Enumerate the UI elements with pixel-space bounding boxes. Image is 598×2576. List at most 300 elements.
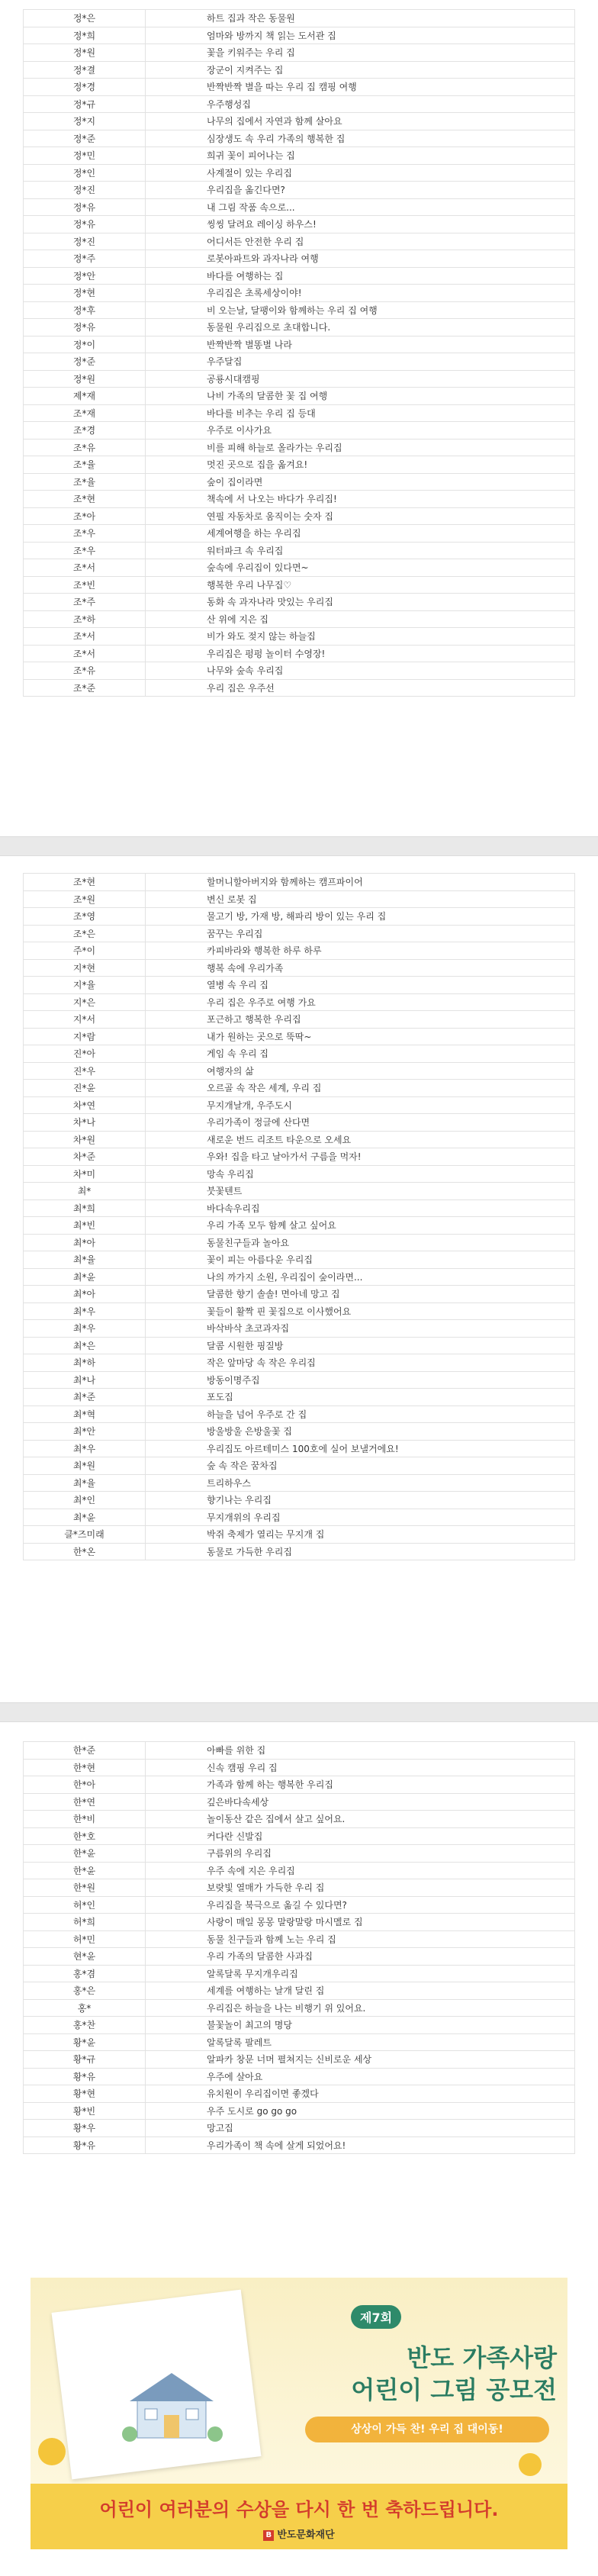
artwork-title: 비 오는날, 달팽이와 함께하는 우리 집 여행: [146, 301, 575, 319]
artwork-title: 보랏빛 열매가 가득한 우리 집: [146, 1879, 575, 1897]
winner-name: 최*아: [24, 1286, 146, 1303]
artwork-title: 나무의 집에서 자연과 함께 살아요: [146, 113, 575, 130]
winner-name: 정*유: [24, 319, 146, 336]
table-row: [24, 1440, 575, 1457]
table-row: [24, 27, 575, 44]
winner-name: 차*원: [24, 1131, 146, 1148]
artwork-title: 엄마와 방까지 책 읽는 도서관 집: [146, 27, 575, 44]
artwork-title: 카피바라와 행복한 하루 하루: [146, 942, 575, 960]
table-row: [24, 1354, 575, 1372]
section-divider: [0, 1702, 598, 1722]
winners-table-1: [23, 9, 575, 697]
artwork-title: 포도집: [146, 1389, 575, 1406]
winner-name: 최*우: [24, 1320, 146, 1338]
artwork-title: 바다를 여행하는 집: [146, 267, 575, 285]
winner-name: 최*준: [24, 1389, 146, 1406]
table-row: [24, 336, 575, 353]
winner-name: 조*서: [24, 645, 146, 662]
artwork-title: 우리가족이 정글에 산다면: [146, 1114, 575, 1132]
artwork-title: 가족과 함께 하는 행복한 우리집: [146, 1776, 575, 1794]
winner-name: 조*빈: [24, 576, 146, 594]
artwork-title: 씽씽 달려요 레이싱 하우스!: [146, 216, 575, 233]
table-row: [24, 388, 575, 405]
table-row: [24, 1492, 575, 1509]
artwork-title: 우리집은 초록세상이야!: [146, 285, 575, 302]
artwork-title: 여행자의 삶: [146, 1062, 575, 1080]
table-row: [24, 130, 575, 147]
table-row: [24, 890, 575, 908]
artwork-title: 달콤 시원한 핑질방: [146, 1337, 575, 1354]
winner-name: 허*민: [24, 1930, 146, 1948]
winner-name: 정*유: [24, 198, 146, 216]
table-row: [24, 679, 575, 697]
winner-name: 차*미: [24, 1165, 146, 1183]
table-row: [24, 628, 575, 646]
table-row: [24, 1302, 575, 1320]
artwork-title: 우리 집은 우주로 여행 가요: [146, 993, 575, 1011]
table-row: [24, 959, 575, 977]
table-row: [24, 1199, 575, 1217]
foundation-logo-icon: B: [263, 2530, 274, 2541]
artwork-title: 행복한 우리 나무집♡: [146, 576, 575, 594]
table-row: [24, 1845, 575, 1863]
winners-table-3: [23, 1741, 575, 2154]
artwork-title: 우리 가족의 달콤한 사과집: [146, 1948, 575, 1966]
artwork-title: 신속 캠핑 우리 집: [146, 1759, 575, 1776]
artwork-title: 내 그림 작품 속으로...: [146, 198, 575, 216]
artwork-title: 방동이명주집: [146, 1371, 575, 1389]
table-row: [24, 542, 575, 559]
table-row: [24, 2068, 575, 2085]
table-row: [24, 1320, 575, 1338]
winner-name: 한*연: [24, 1793, 146, 1811]
winner-name: 한*현: [24, 1759, 146, 1776]
artwork-title: 반짝반짝 별을 따는 우리 집 캠핑 여행: [146, 79, 575, 96]
artwork-title: 사계절이 있는 우리집: [146, 164, 575, 182]
winner-name: 지*현: [24, 959, 146, 977]
artwork-title: 내가 원하는 곳으로 뚝딱~: [146, 1028, 575, 1045]
winner-name: 황*규: [24, 2051, 146, 2069]
table-row: [24, 1930, 575, 1948]
table-row: [24, 1423, 575, 1441]
artwork-title: 동물친구들과 놀아요: [146, 1234, 575, 1251]
artwork-title: 우주달집: [146, 353, 575, 371]
artwork-title: 숲속에 우리집이 있다면~: [146, 559, 575, 577]
winner-name: 허*인: [24, 1896, 146, 1914]
winner-name: 한*온: [24, 1543, 146, 1560]
table-row: [24, 525, 575, 543]
table-row: [24, 645, 575, 662]
table-row: [24, 1509, 575, 1526]
table-row: [24, 1759, 575, 1776]
artwork-title: 꽃들이 활짝 핀 꽃집으로 이사했어요: [146, 1302, 575, 1320]
winner-name: 조*재: [24, 404, 146, 422]
artwork-title: 트리하우스: [146, 1474, 575, 1492]
winner-name: 제*재: [24, 388, 146, 405]
table-row: [24, 1183, 575, 1200]
winner-name: 최*안: [24, 1423, 146, 1441]
winner-name: 현*윤: [24, 1948, 146, 1966]
table-row: [24, 95, 575, 113]
artwork-title: 동물로 가득한 우리집: [146, 1543, 575, 1560]
section-divider: [0, 836, 598, 856]
artwork-title: 열병 속 우리 집: [146, 977, 575, 994]
winner-name: 조*준: [24, 679, 146, 697]
winner-name: 조*우: [24, 542, 146, 559]
artwork-title: 세계여행을 하는 우리집: [146, 525, 575, 543]
winner-name: 조*율: [24, 456, 146, 474]
winner-name: 황*유: [24, 2136, 146, 2154]
contest-banner: [31, 2278, 567, 2549]
table-row: [24, 2120, 575, 2137]
winner-name: 황*우: [24, 2120, 146, 2137]
table-row: [24, 1217, 575, 1235]
table-row: [24, 182, 575, 199]
winner-name: 황*윤: [24, 2033, 146, 2051]
table-row: [24, 473, 575, 491]
table-row: [24, 1080, 575, 1097]
artwork-title: 꽃을 키워주는 우리 집: [146, 44, 575, 62]
winner-name: 조*은: [24, 925, 146, 942]
winner-name: 홍*찬: [24, 2017, 146, 2034]
winner-name: 한*원: [24, 1879, 146, 1897]
table-row: [24, 942, 575, 960]
artwork-title: 장군이 지켜주는 집: [146, 61, 575, 79]
artwork-title: 책속에 서 나오는 바다가 우리집!: [146, 491, 575, 508]
artwork-title: 알록달록 팔레트: [146, 2033, 575, 2051]
table-row: [24, 422, 575, 440]
artwork-title: 동물원 우리집으로 초대합니다.: [146, 319, 575, 336]
table-row: [24, 1914, 575, 1931]
winner-name: 차*준: [24, 1148, 146, 1166]
artwork-title: 행복 속에 우리가족: [146, 959, 575, 977]
winner-name: 최*나: [24, 1371, 146, 1389]
table-row: [24, 79, 575, 96]
artwork-title: 꿈꾸는 우리집: [146, 925, 575, 942]
organization-name: 반도문화재단: [277, 2529, 335, 2541]
table-row: [24, 198, 575, 216]
table-row: [24, 164, 575, 182]
artwork-title: 어디서든 안전한 우리 집: [146, 233, 575, 250]
artwork-title: 우리집을 옮긴다면?: [146, 182, 575, 199]
winner-name: 조*율: [24, 473, 146, 491]
winner-name: 정*이: [24, 336, 146, 353]
artwork-title: 유치원이 우리집이면 좋겠다: [146, 2085, 575, 2103]
winner-name: 정*민: [24, 147, 146, 165]
artwork-title: 우리 집은 우주선: [146, 679, 575, 697]
table-row: [24, 1096, 575, 1114]
winner-name: 조*서: [24, 559, 146, 577]
winner-name: 정*준: [24, 130, 146, 147]
table-row: [24, 319, 575, 336]
table-row: [24, 1028, 575, 1045]
table-row: [24, 1982, 575, 2000]
banner-title-line2: 어린이 그림 공모전: [351, 2375, 557, 2404]
table-row: [24, 1965, 575, 1982]
winner-name: 최*혁: [24, 1406, 146, 1423]
artwork-title: 놀이동산 같은 집에서 살고 싶어요.: [146, 1811, 575, 1828]
table-row: [24, 1406, 575, 1423]
artwork-title: 망속 우리집: [146, 1165, 575, 1183]
artwork-title: 바다속우리집: [146, 1199, 575, 1217]
winner-name: 정*현: [24, 285, 146, 302]
winner-name: 조*하: [24, 610, 146, 628]
table-row: [24, 113, 575, 130]
winner-name: 한*윤: [24, 1845, 146, 1863]
table-row: [24, 610, 575, 628]
table-row: [24, 491, 575, 508]
table-row: [24, 1371, 575, 1389]
table-row: [24, 301, 575, 319]
winner-name: 조*주: [24, 594, 146, 611]
table-row: [24, 10, 575, 27]
artwork-title: 게임 속 우리 집: [146, 1045, 575, 1063]
artwork-title: 반짝반짝 별똥별 나라: [146, 336, 575, 353]
organization-label: [31, 2526, 567, 2541]
winner-name: 최*우: [24, 1302, 146, 1320]
table-row: [24, 1811, 575, 1828]
table-row: [24, 1114, 575, 1132]
flower-decoration-icon: [519, 2453, 542, 2476]
table-row: [24, 1948, 575, 1966]
artwork-title: 망고집: [146, 2120, 575, 2137]
table-row: [24, 439, 575, 456]
artwork-title: 새로운 번드 리조트 타운으로 오세요: [146, 1131, 575, 1148]
table-row: [24, 1337, 575, 1354]
table-row: [24, 1793, 575, 1811]
winner-name: 홍*: [24, 1999, 146, 2017]
table-row: [24, 594, 575, 611]
artwork-title: 바다를 비추는 우리 집 등대: [146, 404, 575, 422]
winner-name: 조*우: [24, 525, 146, 543]
artwork-title: 아빠를 위한 집: [146, 1742, 575, 1760]
artwork-title: 하늘을 넘어 우주로 간 집: [146, 1406, 575, 1423]
artwork-title: 구름위의 우리집: [146, 1845, 575, 1863]
winner-name: 정*유: [24, 216, 146, 233]
winner-name: 조*현: [24, 491, 146, 508]
winner-name: 정*희: [24, 27, 146, 44]
winner-name: 한*윤: [24, 1862, 146, 1879]
table-row: [24, 2051, 575, 2069]
table-row: [24, 1389, 575, 1406]
table-row: [24, 2102, 575, 2120]
winners-table-2: [23, 873, 575, 1560]
winner-name: 클*즈미래: [24, 1526, 146, 1544]
winner-name: 지*율: [24, 977, 146, 994]
flower-decoration-icon: [38, 2438, 66, 2465]
table-row: [24, 1131, 575, 1148]
artwork-title: 무지개날개, 우주도시: [146, 1096, 575, 1114]
table-row: [24, 1526, 575, 1544]
table-row: [24, 370, 575, 388]
winner-name: 정*지: [24, 113, 146, 130]
table-row: [24, 2017, 575, 2034]
artwork-title: 작은 앞마당 속 작은 우리집: [146, 1354, 575, 1372]
winner-name: 지*람: [24, 1028, 146, 1045]
table-row: [24, 507, 575, 525]
artwork-title: 우와! 집을 타고 날아가서 구름을 먹자!: [146, 1148, 575, 1166]
winner-name: 진*아: [24, 1045, 146, 1063]
table-row: [24, 1862, 575, 1879]
table-row: [24, 233, 575, 250]
winner-name: 지*서: [24, 1011, 146, 1029]
winner-name: 정*진: [24, 182, 146, 199]
winner-name: 정*경: [24, 79, 146, 96]
artwork-title: 동물 친구들과 함께 노는 우리 집: [146, 1930, 575, 1948]
artwork-title: 숲 속 작은 꿈차집: [146, 1457, 575, 1475]
artwork-title: 비를 피해 하늘로 올라가는 우리집: [146, 439, 575, 456]
artwork-title: 포근하고 행복한 우리집: [146, 1011, 575, 1029]
artwork-title: 물고기 방, 가재 방, 해파리 방이 있는 우리 집: [146, 908, 575, 926]
artwork-title: 우주에 살아요: [146, 2068, 575, 2085]
table-row: [24, 1742, 575, 1760]
table-row: [24, 1879, 575, 1897]
artwork-title: 변신 로봇 집: [146, 890, 575, 908]
artwork-title: 우리집은 하늘을 나는 비행기 위 있어요.: [146, 1999, 575, 2017]
artwork-title: 불꽃놀이 최고의 명당: [146, 2017, 575, 2034]
table-row: [24, 285, 575, 302]
winner-name: 조*아: [24, 507, 146, 525]
artwork-title: 우리가족이 책 속에 살게 되었어요!: [146, 2136, 575, 2154]
winner-name: 조*경: [24, 422, 146, 440]
artwork-title: 방울방울 은방울꽃 집: [146, 1423, 575, 1441]
winner-name: 조*서: [24, 628, 146, 646]
artwork-title: 붓꽃텐트: [146, 1183, 575, 1200]
table-row: [24, 353, 575, 371]
artwork-title: 커다란 신발집: [146, 1827, 575, 1845]
artwork-title: 하트 집과 작은 동물원: [146, 10, 575, 27]
winner-name: 최*원: [24, 1457, 146, 1475]
banner-subtitle: 상상이 가득 찬! 우리 집 대이동!: [305, 2417, 549, 2442]
winner-name: 조*원: [24, 890, 146, 908]
table-row: [24, 925, 575, 942]
table-row: [24, 1286, 575, 1303]
artwork-title: 꽃이 피는 아름다운 우리집: [146, 1251, 575, 1269]
winner-name: 조*현: [24, 874, 146, 891]
artwork-title: 우주행성집: [146, 95, 575, 113]
table-row: [24, 2033, 575, 2051]
winner-name: 최*우: [24, 1440, 146, 1457]
artwork-title: 우리집은 펑펑 놀이터 수영장!: [146, 645, 575, 662]
table-row: [24, 44, 575, 62]
winner-name: 최*율: [24, 1251, 146, 1269]
table-row: [24, 404, 575, 422]
table-row: [24, 908, 575, 926]
table-row: [24, 874, 575, 891]
table-row: [24, 977, 575, 994]
artwork-title: 비가 와도 젖지 않는 하늘집: [146, 628, 575, 646]
table-row: [24, 1474, 575, 1492]
table-row: [24, 1776, 575, 1794]
table-row: [24, 1827, 575, 1845]
table-row: [24, 2085, 575, 2103]
winner-name: 황*현: [24, 2085, 146, 2103]
table-row: [24, 267, 575, 285]
winner-name: 최*윤: [24, 1509, 146, 1526]
winner-name: 진*우: [24, 1062, 146, 1080]
winner-name: 최*은: [24, 1337, 146, 1354]
artwork-title: 멋진 곳으로 집을 옮겨요!: [146, 456, 575, 474]
table-row: [24, 250, 575, 268]
table-row: [24, 993, 575, 1011]
artwork-title: 우주 속에 지은 우리집: [146, 1862, 575, 1879]
artwork-title: 나무와 숲속 우리집: [146, 662, 575, 680]
winner-name: 조*유: [24, 439, 146, 456]
winner-name: 주*이: [24, 942, 146, 960]
winner-name: 허*희: [24, 1914, 146, 1931]
artwork-title: 숲이 집이라면: [146, 473, 575, 491]
artwork-title: 워터파크 속 우리집: [146, 542, 575, 559]
artwork-title: 동화 속 과자나라 맛있는 우리집: [146, 594, 575, 611]
table-row: [24, 576, 575, 594]
winner-name: 최*인: [24, 1492, 146, 1509]
winner-name: 정*후: [24, 301, 146, 319]
winner-name: 최*아: [24, 1234, 146, 1251]
artwork-title: 달콤한 향기 솔솔! 면아네 망고 집: [146, 1286, 575, 1303]
artwork-title: 공룡시대캠핑: [146, 370, 575, 388]
artwork-title: 우주 도시로 go go go: [146, 2102, 575, 2120]
artwork-title: 바삭바삭 초코과자집: [146, 1320, 575, 1338]
table-row: [24, 216, 575, 233]
artwork-title: 알파카 창문 너머 펼쳐지는 신비로운 세상: [146, 2051, 575, 2069]
winner-name: 홍*겸: [24, 1965, 146, 1982]
winner-name: 정*규: [24, 95, 146, 113]
artwork-title: 우리집도 아르테미스 100호에 실어 보낼거에요!: [146, 1440, 575, 1457]
winner-name: 한*준: [24, 1742, 146, 1760]
winner-name: 최*희: [24, 1199, 146, 1217]
artwork-title: 나비 가족의 달콤한 꽃 집 여행: [146, 388, 575, 405]
table-row: [24, 1896, 575, 1914]
table-row: [24, 456, 575, 474]
winner-name: 최*하: [24, 1354, 146, 1372]
winner-name: 정*원: [24, 44, 146, 62]
winner-name: 황*빈: [24, 2102, 146, 2120]
winner-name: 홍*은: [24, 1982, 146, 2000]
artwork-title: 우리집을 북극으로 옮길 수 있다면?: [146, 1896, 575, 1914]
winner-name: 차*연: [24, 1096, 146, 1114]
artwork-title: 나의 까가지 소원, 우리집이 숲이라면...: [146, 1268, 575, 1286]
artwork-title: 사랑이 매일 몽몽 말랑말랑 마시멜로 집: [146, 1914, 575, 1931]
winner-name: 지*은: [24, 993, 146, 1011]
winner-name: 정*결: [24, 61, 146, 79]
winner-name: 정*은: [24, 10, 146, 27]
artwork-title: 로봇아파트와 과자나라 여행: [146, 250, 575, 268]
edition-badge: 제7회: [351, 2305, 401, 2329]
winner-name: 정*주: [24, 250, 146, 268]
winner-name: 최*윤: [24, 1268, 146, 1286]
winner-name: 정*진: [24, 233, 146, 250]
winner-name: 차*나: [24, 1114, 146, 1132]
winner-name: 한*아: [24, 1776, 146, 1794]
table-row: [24, 1543, 575, 1560]
table-row: [24, 1165, 575, 1183]
winner-name: 정*원: [24, 370, 146, 388]
winner-name: 한*호: [24, 1827, 146, 1845]
table-row: [24, 1045, 575, 1063]
artwork-title: 할머니할아버지와 함께하는 캠프파이어: [146, 874, 575, 891]
winner-name: 최*율: [24, 1474, 146, 1492]
artwork-title: 우주로 이사가요: [146, 422, 575, 440]
congratulation-message: 어린이 여러분의 수상을 다시 한 번 축하드립니다.: [99, 2499, 499, 2520]
artwork-title: 박쥐 축제가 열리는 무지개 집: [146, 1526, 575, 1544]
artwork-title: 연필 자동차로 움직이는 숫자 집: [146, 507, 575, 525]
artwork-title: 향기나는 우리집: [146, 1492, 575, 1509]
artwork-title: 우리 가족 모두 함께 살고 싶어요: [146, 1217, 575, 1235]
artwork-title: 산 위에 지은 집: [146, 610, 575, 628]
table-row: [24, 2136, 575, 2154]
table-row: [24, 1251, 575, 1269]
winner-name: 조*영: [24, 908, 146, 926]
